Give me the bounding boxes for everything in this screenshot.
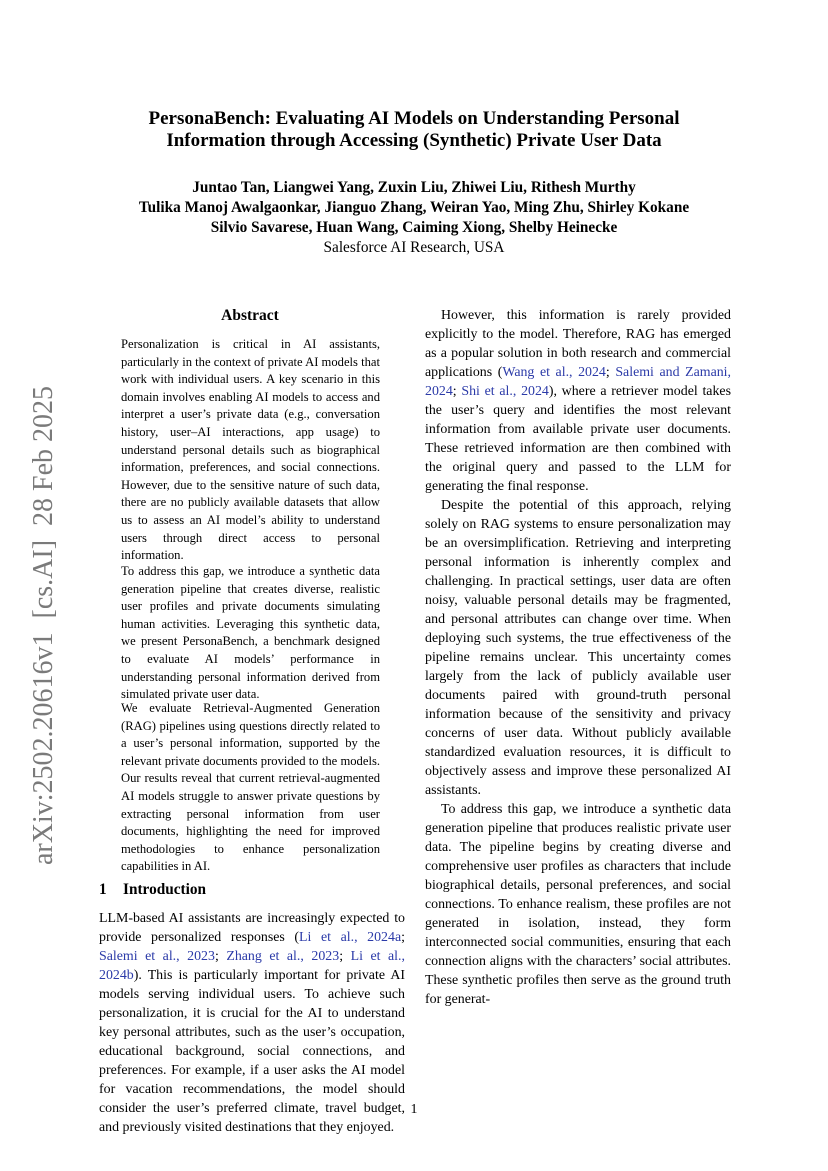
body-text: ; [214,949,227,964]
citation-link[interactable]: Salemi and Zamani, 2024 [425,365,732,399]
citation-link[interactable]: Salemi et al., 2023 [99,949,215,964]
arxiv-identifier [22,370,64,865]
body-paragraph [425,306,731,496]
body-text: ; [605,365,616,380]
author-line: Silvio Savarese, Huan Wang, Caiming Xiong, Shelby Heinecke [210,219,618,236]
body-text: LLM-based AI assistants are increasingly expected to provide personalized responses ( [99,911,405,945]
body-text: ). This is particularly important for private AI models serving individual users. To achieve such personalization, it is crucial for the AI to understand key personal attributes, such as the user’s occupation, educational background, social connections, and preferences. For example, if a user asks the AI model for vacation recommendations, the model should consider the user’s preferred climate, travel budget, and previously visited destinations that they enjoyed. [99,968,405,1135]
body-paragraph: Despite the potential of this approach, relying solely on RAG systems to ensure personalization may be an oversimplification. Retrieving and interpreting personal information is inherently complex and challenging. In practical settings, user data are often noisy, valuable personal details may be fragmented, and personal attributes can change over time. When deploying such systems, the true effectiveness of the pipeline remains unclear. This uncertainty comes largely from the lack of publicly available user documents paired with ground-truth personal information because of the sensitivity and privacy concerns of user data. Without publicly available standardized evaluation resources, it is difficult to objectively assess and improve these personalized AI assistants. [425,498,731,798]
body-paragraph: To address this gap, we introduce a synthetic data generation pipeline that produces realistic private user data. The pipeline begins by creating diverse and comprehensive user profiles as characters that include biographical details, personal preferences, and social connections. To enhance realism, these profiles are not generated in isolation, instead, they form interconnected social communities, ensuring that each connection aligns with the characters’ social attributes. These synthetic profiles then serve as the ground truth for generat- [425,802,731,1007]
body-text: ; [401,930,405,945]
abstract-heading: Abstract [221,307,279,324]
section-number: 1 [99,881,107,898]
page-number: 1 [410,1102,418,1117]
author-line: Juntao Tan, Liangwei Yang, Zuxin Liu, Zhiwei Liu, Rithesh Murthy [192,179,636,196]
citation-link[interactable]: Shi et al., 2024 [461,384,549,399]
author-line: Tulika Manoj Awalgaonkar, Jianguo Zhang, Weiran Yao, Ming Zhu, Shirley Kokane [138,199,690,216]
citation-link[interactable]: Zhang et al., 2023 [226,949,340,964]
body-text: ; [452,384,462,399]
body-text: However, this information is rarely provided explicitly to the model. Therefore, RAG has emerged as a popular solution in both research and commercial applications ( [425,308,731,380]
body-paragraph [99,909,405,1137]
paper-title [100,108,728,152]
title-line: Information through Accessing (Synthetic) Private User Data [166,130,662,151]
intro-left-column [99,909,405,1137]
citation-link[interactable]: Li et al., 2024b [99,949,405,983]
author-list [100,178,728,238]
abstract-paragraph: Personalization is critical in AI assistants, particularly in the context of private AI models that work with individual users. A key scenario in this domain involves enabling AI models to access and interpret a user’s private data (e.g., conversation history, user–AI interactions, app usage) to understand personal details such as biographical information, preferences, and social connections. However, due to the sensitive nature of such data, there are no publicly available datasets that allow us to assess an AI model’s ability to understand users through direct access to personal information. [121,337,380,563]
body-text: ; [339,949,351,964]
abstract-paragraph: To address this gap, we introduce a synthetic data generation pipeline that creates diverse, realistic user profiles and private documents simulating human activities. Leveraging this synthetic data, we present PersonaBench, a benchmark designed to evaluate AI models’ performance in understanding personal information derived from simulated private user data. [121,564,380,702]
citation-link[interactable]: Wang et al., 2024 [502,365,606,380]
intro-right-column [425,306,731,1009]
section-heading [99,880,206,900]
abstract-paragraph: We evaluate Retrieval-Augmented Generation (RAG) pipelines using questions directly related to a user’s personal information, supported by the relevant private documents provided to the models. Our results reveal that current retrieval-augmented AI models struggle to answer private questions by extracting personal information from user documents, highlighting the need for improved methodologies to enhance personalization capabilities in AI. [121,701,380,874]
arxiv-identifier-text: arXiv:2502.20616v1 [cs.AI] 28 Feb 2025 [28,385,59,865]
body-text: ), where a retriever model takes the user’s query and identifies the most relevant information from available private user documents. These retrieved information are then combined with the original query and passed to the LLM for generating the final response. [425,384,731,494]
section-title: Introduction [123,881,207,898]
citation-link[interactable]: Li et al., 2024a [299,930,402,945]
affiliation: Salesforce AI Research, USA [323,239,505,256]
title-line: PersonaBench: Evaluating AI Models on Understanding Personal [148,108,680,129]
